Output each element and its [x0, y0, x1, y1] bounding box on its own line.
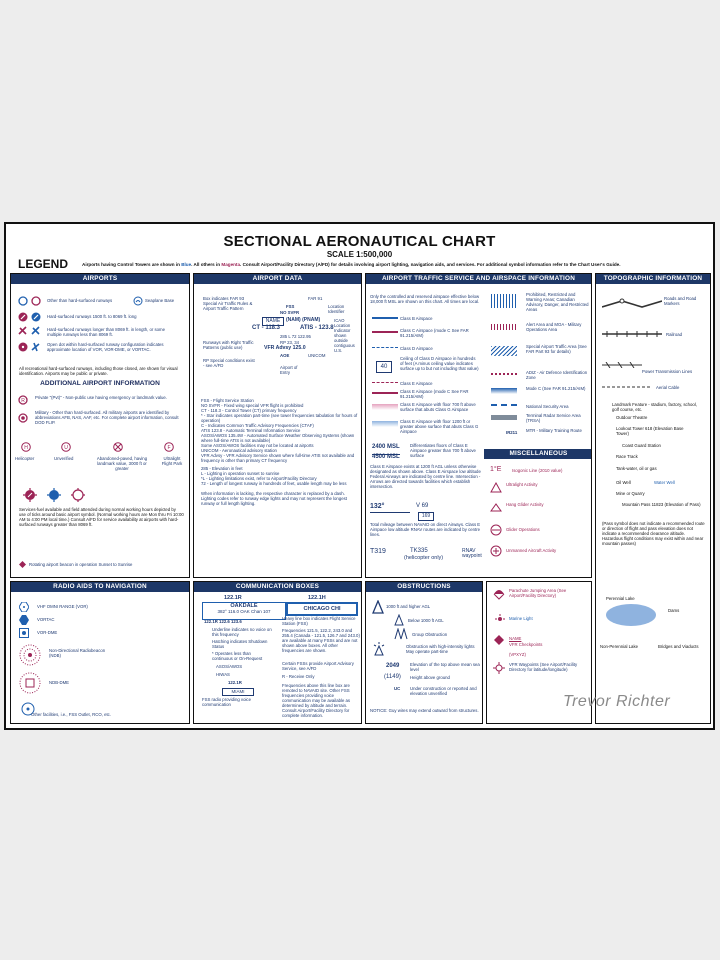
railroad-icon [602, 331, 662, 337]
obstructions-header: OBSTRUCTIONS [366, 582, 482, 592]
class-e-1200-note: Class E Airspace exists at 1200 ft AGL unless otherwise designated as shown above. Class E Airspace low altitude Federal Airways are indicated by centre line. Intersection - Arrows are directed towards facilities which establish intersection. [370, 464, 481, 489]
sectional-chart-legend-poster [4, 222, 715, 730]
additional-airport-info-heading: ADDITIONAL AIRPORT INFORMATION [40, 380, 160, 387]
perennial-lake-shape [606, 604, 656, 626]
adiz-swatch [491, 373, 517, 379]
lighted-obstruction-icon [372, 642, 386, 656]
rotating-beacon-icon [19, 561, 26, 568]
ad-legend-line: 72 - Length of longest runway in hundreds of feet, usable length may be less [201, 481, 347, 486]
ad-legend-line: * - Star indicates operation part-time (see tower frequencies tabulation for hours of operation) [201, 413, 358, 423]
oakdale-box [202, 602, 286, 620]
class-b-label: Class B Airspace [400, 316, 433, 321]
airports-panel [10, 273, 190, 578]
private-airport-label: Private "(Pvt)" - Non-public use having emergency or landmark value. [35, 395, 168, 400]
ultralight-icon [490, 482, 502, 494]
comm-boxes-panel [193, 581, 362, 724]
obstruction-below-label: Below 1000 ft AGL [408, 618, 444, 623]
comm-heavy-note: Heavy line box indicates Flight Service Station (FSS) [282, 616, 356, 626]
power-line-icon [602, 362, 642, 368]
mountain-pass-label: Mountain Pass 11823 (Elevation of Pass) [622, 502, 701, 507]
oakdale-chan: Chan 107 [251, 609, 271, 614]
alert-area-swatch [491, 324, 517, 330]
vor-dme-icon [19, 628, 29, 638]
ad-label-aoe: Airport of Entry [280, 365, 298, 375]
airports-footnote: All recreational hard-surfaced runways, including those closed, are shown for visual identification. Airports may be public or private. [19, 366, 178, 376]
ultralight-label: Ultralight Activity [506, 482, 538, 487]
coast-guard-label: Coast Guard Station [622, 443, 661, 448]
road-icon [602, 297, 662, 311]
msl-2400: 2400 MSL [372, 444, 400, 450]
class-e-swatch [372, 382, 398, 392]
vor-label: VHF OMNI RANGE (VOR) [37, 604, 88, 609]
isogonic-label: Isogonic Line (2010 value) [512, 468, 563, 473]
water-well-label: Water Well [654, 480, 675, 485]
airport-vor-runway-icon [18, 342, 28, 352]
oil-well-label: Oil Well [616, 480, 631, 485]
ultralight-park-icon [164, 442, 174, 452]
ad-label-location-id: Location Identifier [328, 304, 345, 314]
ad-label-far91: FAR 91 [308, 296, 323, 301]
ad-legend-list [201, 398, 359, 506]
railroad-label: Railroad [666, 332, 683, 337]
ad-vfr-advsy: VFR Advsy 125.0 [264, 345, 306, 351]
obstruction-notice: NOTICE: Guy wires may extend outward from structures. [370, 708, 479, 713]
airport-other-icon-magenta [31, 296, 41, 306]
ad-aoe: AOE [280, 353, 290, 358]
hang-glider-icon [490, 502, 502, 514]
special-traffic-label: Special Airport Traffic Area (See FAR Part 93 for details) [526, 344, 587, 354]
class-e-1200-swatch [372, 421, 398, 427]
unverified-label: Unverified [54, 456, 74, 461]
oakdale-382: 382° [217, 609, 227, 614]
vortac-label: VORTAC [37, 617, 55, 622]
trsa-label: Terminal Radar Service Area (TRSA) [526, 413, 581, 423]
trsa-swatch [491, 415, 517, 420]
comm-certain-note: Certain FSSs provide Airport Advisory Service, see A/FD [282, 661, 354, 671]
comm-hiwas: HIWAS [216, 672, 230, 677]
fuel-services-text: Services-fuel available and field attended during normal working hours depicted by use of ticks around basic airport symbol. (Normal working hours are Mon thru Fri 10:00 AM to 4:00 PM local time.) Consult A/FD for service availability at airports with hard-surfaced runways greater than 8069 ft. [19, 507, 184, 527]
airport-long-runway-blue-icon [31, 326, 41, 336]
ad-label-rp: RP Special conditions exist - see A/FD [203, 358, 255, 368]
obstruction-elev-label: Elevation of the top above mean sea level [410, 662, 480, 672]
note-text-mid: . All others in [191, 262, 222, 267]
adiz-label: ADIZ - Air Defence Identification Zone [526, 370, 588, 380]
ad-ct: CT - 118.3 [252, 325, 281, 331]
ad-pname: (NAM) (PNAM) [286, 317, 321, 323]
aerial-cable-label: Aerial Cable [656, 385, 680, 390]
rnav-tk335: TK335 [410, 548, 428, 554]
airport-item-1: Other than hard-surfaced runways [47, 298, 113, 303]
pass-note: (Pass symbol does not indicate a recommended route or direction of flight and pass elevation does not indicate a recommended clearance altitude. Hazardous flight conditions may exist within and near mountain passes) [602, 521, 705, 546]
aerial-cable-icon [602, 384, 652, 390]
poster-scale: SCALE 1:500,000 [326, 250, 393, 259]
class-d-ceiling-label: Ceiling of Class D Airspace in hundreds of feet (A minus ceiling value indicates surface up to but not including that value) [400, 356, 479, 371]
vfr-checkpoint-icon [493, 634, 505, 646]
race-track-label: Race Track [616, 454, 638, 459]
class-d-label: Class D Airspace [400, 346, 433, 351]
ad-legend-line: When information is lacking, the respective character is replaced by a dash. Lighting codes refer to runway edge lights and may not represent the longest runway or full length lighting. [201, 491, 347, 506]
national-security-swatch [491, 404, 517, 410]
airport-item-4: Open dot within hard-surfaced runway configuration indicates approximate location of VOR, VOR-DME, or VORTAC. [47, 342, 164, 352]
ad-legend-line: VFR Advsy - VFR Advisory Service shown where full-time ATIS not available and frequency is other than primary CT frequency [201, 453, 355, 463]
fuel-services-blue-icon [47, 488, 61, 502]
obstructions-panel [365, 581, 483, 724]
comm-star-note: * Operates less than continuous or On-Request [212, 651, 263, 661]
svg-text:H: H [24, 445, 28, 451]
national-security-label: National Security Area [526, 404, 569, 409]
vfr-waypoint-icon [493, 662, 505, 674]
ndb-icon [19, 644, 41, 666]
comm-fss-radio: FSS radio providing voice communication [202, 697, 251, 707]
isogonic-value: 1°E [490, 466, 502, 473]
lookout-tower-label: Lookout Tower 618 (Elevation Base Tower) [616, 426, 684, 436]
comm-hatching-note: Hatching indicates Shutdown Status [212, 639, 268, 649]
ad-legend-line: CT - 118.3 - Control Tower (CT) primary frequency [201, 408, 297, 413]
ndb-dme-label: NDB-DME [49, 680, 70, 685]
seaplane-base-label: Seaplane Base [145, 298, 175, 303]
obstruction-1000-label: 1000 ft and higher AGL [386, 604, 431, 609]
airport-item-3: Hard-surfaced runways longer than 8069 ft. in length, or some multiple runways less than 8069 ft. [47, 327, 165, 337]
miscellaneous-header: MISCELLANEOUS [484, 449, 592, 459]
comm-boxes-header: COMMUNICATION BOXES [194, 582, 361, 592]
ultralight-park-label: Ultralight Flight Park [161, 456, 183, 466]
ad-legend-line: UNICOM - Aeronautical advisory station [201, 448, 277, 453]
airspace-panel [365, 273, 592, 578]
total-mileage-label: Total mileage between NAVAID on direct Airways. Class E Airspace low altitude RNAV routes are indicated by centre lines. [370, 522, 481, 537]
vfr-waypoint-code: (VPXYZ) [509, 652, 526, 657]
class-e-1200-label: Class E Airspace with floor 1200 ft or greater above surface that abuts Class G Airspace [400, 419, 479, 434]
ad-rp: RP 23, 34 [280, 340, 300, 345]
comm-freq4: 122.1H [308, 595, 326, 601]
bridges-label: Bridges and Viaducts [658, 644, 699, 649]
msl-4500: 4500 MSL [372, 454, 400, 460]
radial-132: 132° [370, 503, 385, 510]
rotating-beacon-label: Rotating airport beacon in operation Sunset to Sunrise [29, 562, 133, 567]
class-e-700-swatch [372, 404, 398, 410]
legend-note [82, 262, 621, 267]
comm-freq2: 122.1R 122.6 123.6 [204, 619, 242, 624]
comm-freqbelow-note: Frequencies above this line box are remoted to NAVAID site. Other FSS frequencies providing voice communication may be available as determined by altitude and terrain. Consult Airport/Facility Directory for complete information. [282, 683, 351, 718]
mileage-box: 169 [418, 512, 434, 521]
rnav-t319: T319 [370, 548, 386, 555]
ad-legend-line: NO SVFR - Fixed wing special VFR flight is prohibited [201, 403, 304, 408]
class-e-mode-c-label: Class E Airspace (mode C See FAR 91.215/AIM) [400, 389, 469, 399]
class-d-ceiling-box: 40 [376, 361, 392, 373]
ad-label-unicom: UNICOM [308, 353, 326, 358]
alert-area-label: Alert Area and MOA - Military Operations Area [526, 322, 582, 332]
military-airport-icon [18, 413, 28, 423]
vor-icon [19, 602, 29, 612]
mode-c-label: Mode C (See FAR 91.215/AIM) [526, 386, 586, 391]
note-magenta-word: Magenta [221, 262, 241, 267]
parachute-icon [493, 588, 505, 600]
airport-hard-surfaced-icon [18, 312, 28, 322]
class-b-swatch [372, 317, 398, 328]
power-line-label: Power Transmission Lines [642, 369, 693, 374]
comm-underline-note: Underline indicates no voice on this frequency [212, 627, 272, 637]
airway-v69: V 69 [416, 503, 429, 509]
comm-receive-note: R - Receive Only [282, 674, 315, 679]
dams-label: Dams [668, 608, 680, 613]
comm-freq3: 122.1R [228, 680, 242, 685]
oakdale-name: OAKDALE [230, 603, 258, 609]
ad-label-icao: ICAO Location Indicator shown outside contiguous U.S. [334, 318, 355, 353]
ad-legend-line: L - Lighting in operation sunset to sunrise [201, 471, 280, 476]
topographic-panel [595, 273, 711, 724]
group-obstruction-icon [394, 628, 408, 640]
ad-fss: FSS [286, 304, 295, 309]
ad-atis: ATIS - 123.8 [300, 325, 334, 331]
radio-aids-panel [10, 581, 190, 724]
class-d-swatch [372, 347, 398, 357]
mtr-label: MTR - Military Training Route [526, 428, 582, 433]
oakdale-values [203, 609, 285, 614]
airspace-header: AIRPORT TRAFFIC SERVICE AND AIRSPACE INFORMATION [366, 274, 591, 284]
lighted-obstruction-label: Obstruction with high-intensity lights May operate part-time [406, 644, 475, 654]
glider-label: Glider Operations [506, 527, 540, 532]
airspace-intro: Only the controlled and reserved airspace effective below 18,000 ft MSL are shown on this chart. All times are local. [370, 294, 480, 304]
abandoned-airport-icon [113, 442, 123, 452]
obstruction-uc: UC [394, 686, 401, 691]
oakdale-116: 116.0 [228, 609, 239, 614]
ad-legend-line: 285 - Elevation in feet [201, 466, 243, 471]
note-text-pre: Airports having Control Towers are shown in [82, 262, 182, 267]
seaplane-base-icon [133, 296, 143, 306]
airway-centre-line [370, 512, 410, 513]
non-perennial-lake-label: Non-Perennial Lake [600, 644, 638, 649]
radio-aids-header: RADIO AIDS TO NAVIGATION [11, 582, 189, 592]
vfr-checkpoint-label: VFR Checkpoints [509, 642, 543, 647]
class-c-label: Class C Airspace (mode C See FAR 91.215/AIM) [400, 328, 469, 338]
group-obstruction-label: Group Obstruction [412, 632, 448, 637]
svg-text:F: F [167, 445, 171, 451]
airport-item-2: Hard-surfaced runways 1500 ft. to 8069 ft. long [47, 314, 137, 319]
outdoor-theatre-label: Outdoor Theatre [616, 415, 648, 420]
vortac-icon [19, 615, 29, 625]
ad-legend-line: C - Indicates Common Traffic Advisory Frequencies (CTAF) [201, 423, 314, 428]
parachute-label: Parachute Jumping Area (See Airport/Facility Directory) [509, 588, 567, 598]
private-airport-icon [18, 395, 28, 405]
ndb-label: Non-Directional Radiobeacon (NDB) [49, 648, 106, 658]
svg-text:U: U [64, 445, 68, 451]
helicopter-icon [21, 442, 31, 452]
ad-label-right-traffic: Runways with Right Traffic Patterns (public use) [203, 340, 254, 350]
tank-label: Tank-water, oil or gas [616, 466, 657, 471]
svg-text:R: R [21, 398, 25, 404]
rnav-waypoint-label: RNAV waypoint [462, 548, 482, 559]
class-c-swatch [372, 331, 398, 342]
ad-elev-line: 285 L 72 122.95 [280, 334, 311, 339]
airport-other-icon [18, 296, 28, 306]
vfr-waypoint-label: VFR Waypoints (See Airport/Facility Directory for latitude/longitude) [509, 662, 578, 672]
ad-legend-line: ASOS/AWOS 135.4W - Automated Surface Weather Observing Systems (shown where full-time ATIS is not available) [201, 433, 355, 443]
airport-hard-surfaced-blue-icon [31, 312, 41, 322]
vfr-checkpoint-name: NAME [509, 636, 522, 641]
class-e-mode-c-swatch [372, 392, 398, 403]
marine-light-icon [495, 614, 505, 624]
abandoned-label: Abandoned-paved, having landmark value, 3000 ft or greater [96, 456, 148, 471]
fuel-services-icon [23, 488, 37, 502]
ad-name-box: NAME [262, 317, 284, 326]
class-e-700-label: Class E Airspace with floor 700 ft above surface that abuts Class G Airspace [400, 402, 476, 412]
helicopter-label: Helicopter [15, 456, 35, 461]
mode-c-swatch [491, 388, 517, 394]
airport-data-header: AIRPORT DATA [194, 274, 361, 284]
other-facility-label: Other facilities, i.e., FSS Outlet, RCO, etc. [31, 712, 111, 717]
fuel-services-open-icon [71, 488, 85, 502]
mine-label: Mine or Quarry [616, 491, 645, 496]
landmark-label: Landmark Feature - stadium, factory, school, golf course, etc. [612, 402, 697, 412]
obstruction-height-label: Height above ground [410, 675, 450, 680]
legend-heading: LEGEND [18, 257, 69, 271]
airports-header: AIRPORTS [11, 274, 189, 284]
note-text-post: . Consult Airport/Facility Directory (A/FD) for details involving airport lighting, navigation aids, and services. For additional symbol information refer to the Chart User's Guide. [240, 262, 621, 267]
prohibited-area-swatch [491, 294, 517, 308]
prohibited-area-label: Prohibited, Restricted and Warning Areas; Canadian Advisory, Danger, and Restricted Areas [526, 292, 589, 312]
military-airport-label: Military - Other than hard-surfaced. All military airports are identified by abbreviations AFB, NAS, AAF, etc. For complete airport information, consult DOD FLIP. [35, 410, 179, 425]
miami-box: MIAMI [222, 688, 254, 696]
obstruction-height: (1149) [384, 674, 401, 680]
ad-label-far93: Box indicates FAR 93 Special Air Traffic Rules & Airport Traffic Pattern [203, 296, 253, 311]
rnav-heli-only: (helicopter only) [404, 555, 444, 561]
ad-nosvfr: NO SVFR [280, 310, 300, 315]
comm-freqs-note: Frequencies 121.5, 122.2, 243.0 and 255.4 (Canada - 121.5, 126.7 and 243.0) are available at many FSSs and are not shown above boxes. All other frequencies are shown. [282, 628, 360, 653]
hang-glider-label: Hang Glider Activity [506, 502, 544, 507]
obstruction-elev: 2049 [386, 663, 400, 669]
ad-legend-line: FSS - Flight Service Station [201, 398, 254, 403]
ad-legend-line: Some ASOS/AWOS facilities may not be located at airports [201, 443, 314, 448]
special-traffic-swatch [491, 346, 517, 356]
unverified-icon [61, 442, 71, 452]
vor-dme-label: VOR-DME [37, 630, 58, 635]
obstruction-below-icon [394, 614, 404, 626]
topographic-header: TOPOGRAPHIC INFORMATION [596, 274, 710, 284]
marine-light-label: Marine Light [509, 616, 533, 621]
ndb-dme-icon [19, 672, 41, 694]
ad-legend-line: *L - Lighting limitations exist, refer to Airport/Facility Directory [201, 476, 317, 481]
artist-watermark: Trevor Richter [563, 693, 671, 710]
chicago-box: CHICAGO CHI [286, 602, 358, 616]
comm-freq1: 122.1R [224, 595, 242, 601]
note-blue-word: Blue [181, 262, 192, 267]
obstruction-uc-label: Under construction or reported and elevation unverified [410, 686, 477, 696]
perennial-lake-label: Perennial Lake [606, 596, 635, 601]
poster-title: SECTIONAL AERONAUTICAL CHART [223, 233, 496, 250]
unmanned-aircraft-icon [490, 545, 502, 557]
oakdale-oak: OAK [240, 609, 250, 614]
ad-legend-line: ATIS 123.8 - Automatic Terminal Information Service [201, 428, 301, 433]
airport-data-panel [193, 273, 362, 578]
comm-asos: ASOS/AWOS [216, 664, 243, 669]
airport-long-runway-icon [18, 326, 28, 336]
class-e-label: Class E Airspace [400, 381, 433, 386]
road-label: Roads and Road Markers [664, 296, 697, 306]
airport-vor-runway-blue-icon [31, 342, 41, 352]
mtr-ir211: IR211 [506, 430, 518, 435]
obstruction-1000-icon [372, 600, 384, 614]
floor-differentiate-label: Differentiates floors of Class E Airspace greater than 700 ft above surface [410, 443, 476, 458]
glider-icon [490, 524, 502, 536]
unmanned-aircraft-label: Unmanned Aircraft Activity [506, 548, 557, 553]
